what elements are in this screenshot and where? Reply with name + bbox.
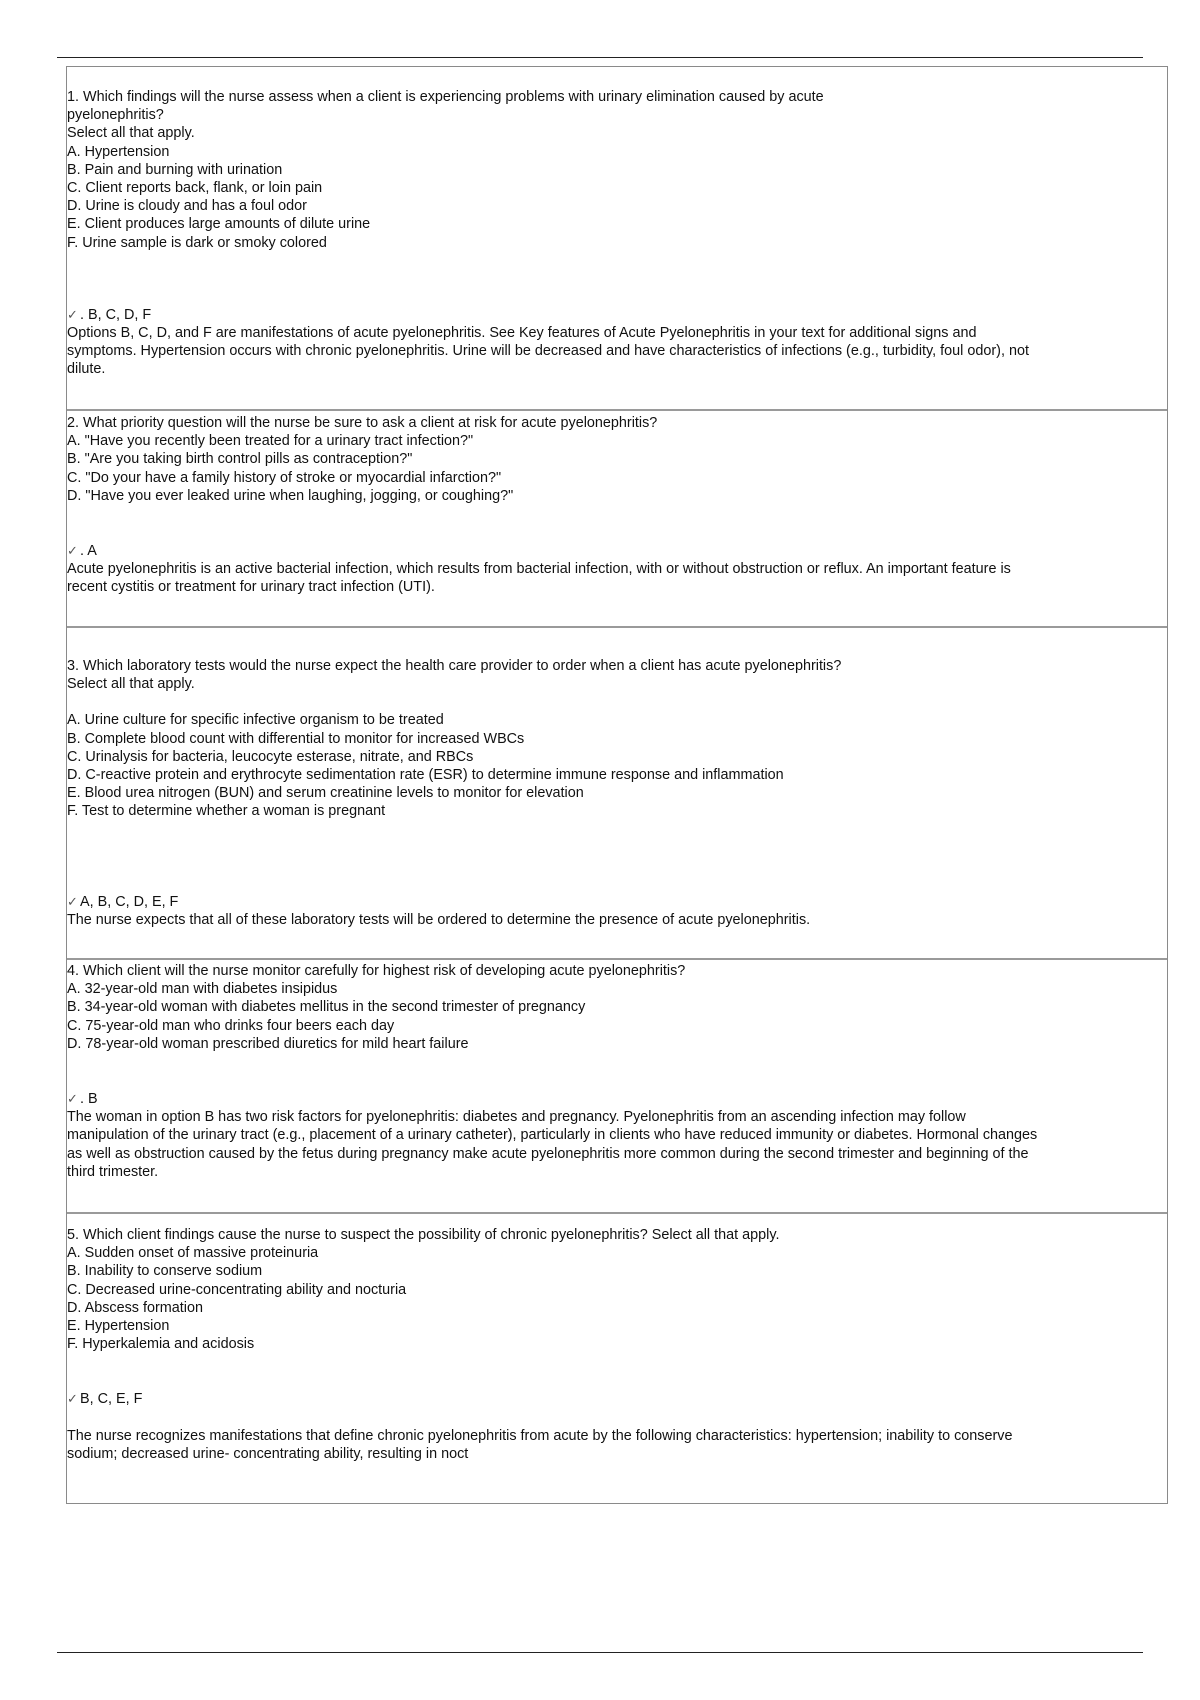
option: C. Urinalysis for bacteria, leucocyte esterase, nitrate, and RBCs xyxy=(67,748,474,765)
rationale: recent cystitis or treatment for urinary tract infection (UTI). xyxy=(67,579,435,596)
answer-line xyxy=(67,1390,1153,1408)
checkmark-icon: ✓ xyxy=(67,543,78,559)
question-stem: 1. Which findings will the nurse assess when a client is experiencing problems with urinary elimination caused by acute xyxy=(67,89,824,105)
option: E. Hypertension xyxy=(67,1318,170,1335)
rationale: symptoms. Hypertension occurs with chronic pyelonephritis. Urine will be decreased and have characteristics of infections (e.g., turbidity, foul odor), not xyxy=(67,343,1029,360)
option: C. "Do your have a family history of stroke or myocardial infarction?" xyxy=(67,469,502,486)
option: B. 34-year-old woman with diabetes mellitus in the second trimester of pregnancy xyxy=(67,999,586,1016)
answer-line xyxy=(67,1090,1153,1108)
question-stem: 5. Which client findings cause the nurse to suspect the possibility of chronic pyelonephritis? Select all that apply. xyxy=(67,1227,780,1243)
answer-text: . B xyxy=(80,1091,98,1108)
option: F. Urine sample is dark or smoky colored xyxy=(67,234,327,251)
option: A. 32-year-old man with diabetes insipidus xyxy=(67,981,338,998)
rationale: manipulation of the urinary tract (e.g., placement of a urinary catheter), particularly in clients who have reduced immunity or diabetes. Hormonal changes xyxy=(67,1127,1038,1144)
option: E. Blood urea nitrogen (BUN) and serum creatinine levels to monitor for elevation xyxy=(67,785,584,802)
option: A. Urine culture for specific infective organism to be treated xyxy=(67,712,444,729)
option: D. 78-year-old woman prescribed diuretics for mild heart failure xyxy=(67,1035,469,1052)
option: A. Hypertension xyxy=(67,143,170,160)
question-table xyxy=(66,66,1168,1504)
option: D. "Have you ever leaked urine when laughing, jogging, or coughing?" xyxy=(67,487,514,504)
option: E. Client produces large amounts of dilute urine xyxy=(67,216,371,233)
answer-line xyxy=(67,306,1153,324)
option: F. Hyperkalemia and acidosis xyxy=(67,1336,255,1353)
question-cell-3 xyxy=(67,626,1167,958)
question-cell-4 xyxy=(67,958,1167,1212)
option: D. Urine is cloudy and has a foul odor xyxy=(67,198,307,215)
question-cell-5 xyxy=(67,1212,1167,1503)
rationale: dilute. xyxy=(67,361,106,378)
rationale: The woman in option B has two risk factors for pyelonephritis: diabetes and pregnancy. Pyelonephritis from an ascending infection may follow xyxy=(67,1109,966,1126)
option: D. C-reactive protein and erythrocyte sedimentation rate (ESR) to determine immune response and inflammation xyxy=(67,767,784,784)
question-stem: 3. Which laboratory tests would the nurse expect the health care provider to order when a client has acute pyelonephritis? xyxy=(67,658,842,674)
option: B. Pain and burning with urination xyxy=(67,161,283,178)
question-stem: 2. What priority question will the nurse be sure to ask a client at risk for acute pyelonephritis? xyxy=(67,415,658,431)
option: B. "Are you taking birth control pills as contraception?" xyxy=(67,451,413,468)
checkmark-icon: ✓ xyxy=(67,1391,78,1407)
bottom-rule xyxy=(57,1652,1143,1653)
option: C. Decreased urine-concentrating ability and nocturia xyxy=(67,1281,407,1298)
checkmark-icon: ✓ xyxy=(67,306,78,322)
answer-text: A, B, C, D, E, F xyxy=(80,893,179,910)
option: C. Client reports back, flank, or loin pain xyxy=(67,180,323,197)
answer-line xyxy=(67,542,1153,560)
option: A. Sudden onset of massive proteinuria xyxy=(67,1245,319,1262)
checkmark-icon: ✓ xyxy=(67,893,78,909)
option: B. Inability to conserve sodium xyxy=(67,1263,263,1280)
answer-text: B, C, E, F xyxy=(80,1391,143,1408)
option: B. Complete blood count with differential to monitor for increased WBCs xyxy=(67,730,525,747)
rationale: as well as obstruction caused by the fetus during pregnancy make acute pyelonephritis more common during the second trimester and beginning of the xyxy=(67,1145,1029,1162)
rationale: The nurse recognizes manifestations that define chronic pyelonephritis from acute by the following characteristics: hypertension; inability to conserve xyxy=(67,1427,1013,1444)
top-rule xyxy=(57,57,1143,58)
answer-line xyxy=(67,893,1153,911)
option: A. "Have you recently been treated for a urinary tract infection?" xyxy=(67,433,474,450)
question-stem: pyelonephritis? xyxy=(67,107,164,124)
option: F. Test to determine whether a woman is pregnant xyxy=(67,803,386,820)
question-cell-2 xyxy=(67,409,1167,626)
checkmark-icon: ✓ xyxy=(67,1091,78,1107)
question-cell-1 xyxy=(67,67,1167,409)
option: D. Abscess formation xyxy=(67,1299,203,1316)
rationale: Options B, C, D, and F are manifestations of acute pyelonephritis. See Key features of Acute Pyelonephritis in your text for additional signs and xyxy=(67,325,977,342)
answer-text: . B, C, D, F xyxy=(80,306,152,323)
question-instruction: Select all that apply. xyxy=(67,676,195,693)
question-stem: 4. Which client will the nurse monitor carefully for highest risk of developing acute pyelonephritis? xyxy=(67,963,686,979)
answer-text: . A xyxy=(80,543,97,560)
rationale: Acute pyelonephritis is an active bacterial infection, which results from bacterial infection, with or without obstruction or reflux. An important feature is xyxy=(67,561,1011,578)
rationale: third trimester. xyxy=(67,1163,159,1180)
option: C. 75-year-old man who drinks four beers each day xyxy=(67,1017,395,1034)
rationale: The nurse expects that all of these laboratory tests will be ordered to determine the presence of acute pyelonephritis. xyxy=(67,911,811,928)
question-instruction: Select all that apply. xyxy=(67,125,195,142)
rationale: sodium; decreased urine- concentrating ability, resulting in noct xyxy=(67,1445,469,1462)
